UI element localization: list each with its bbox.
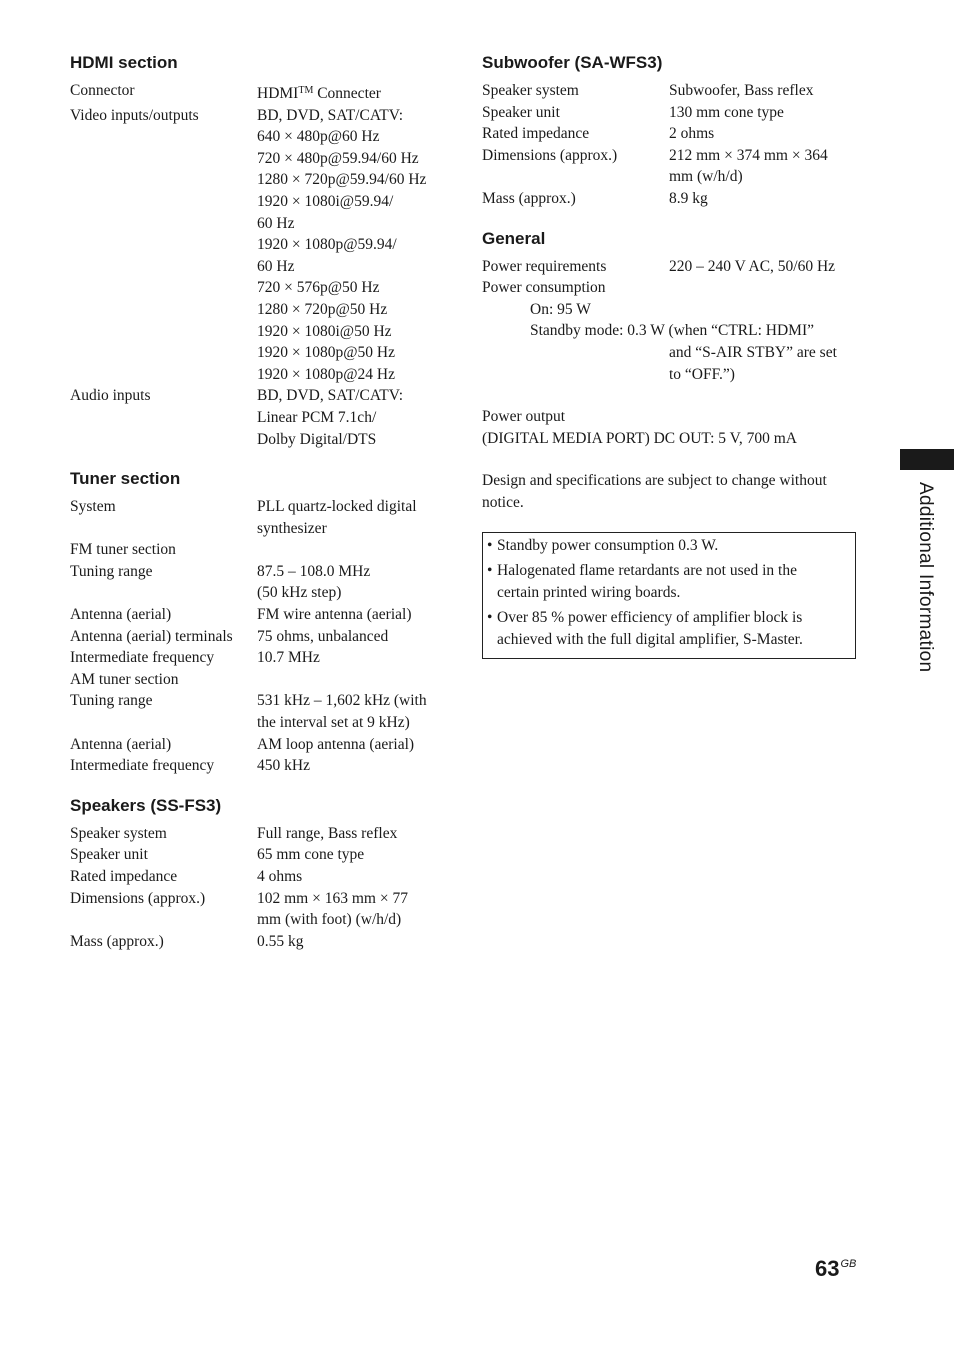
right-column (482, 52, 862, 677)
note-item (487, 560, 851, 603)
text-line: achieved with the full digital amplifier, S-Master. (497, 630, 803, 648)
spec-label: Rated impedance (70, 868, 178, 885)
text-line: Dolby Digital/DTS (257, 430, 377, 448)
spec-row (70, 690, 455, 733)
spec-row (482, 80, 862, 102)
fm-subheading: FM tuner section (70, 541, 176, 559)
spec-value: 8.9 kg (669, 189, 708, 207)
note-text (497, 560, 851, 603)
general-section (482, 228, 862, 660)
power-standby-continuation (482, 342, 862, 385)
spec-label: Intermediate frequency (70, 757, 215, 775)
spec-value: FM wire antenna (aerial) (257, 606, 412, 624)
side-section-label: Additional Information (915, 482, 936, 673)
text-line: certain printed wiring boards. (497, 583, 681, 601)
spec-value: HDMI™ Connecter (257, 85, 381, 102)
text-line: mm (with foot) (w/h/d) (257, 911, 402, 929)
spec-label: Speaker unit (70, 846, 148, 864)
spec-value: Full range, Bass reflex (257, 824, 398, 842)
power-on-line: On: 95 W (530, 300, 591, 318)
spec-label: Audio inputs (70, 387, 151, 405)
spec-value: 450 kHz (257, 757, 310, 775)
spec-row (70, 80, 455, 105)
general-section-title: General (482, 228, 546, 248)
spec-label: Antenna (aerial) (70, 606, 172, 624)
speakers-section (70, 795, 455, 953)
text-line: synthesizer (257, 519, 327, 537)
spec-label: Antenna (aerial) terminals (70, 627, 233, 645)
spec-row (70, 561, 455, 604)
text-line: mm (w/h/d) (669, 168, 743, 186)
spec-row (482, 123, 862, 145)
spec-row (70, 866, 455, 888)
spec-row (70, 888, 455, 931)
spec-row (70, 844, 455, 866)
text-line: 1280 × 720p@59.94/60 Hz (257, 171, 427, 189)
spec-label: Tuning range (70, 562, 153, 580)
text-line: 102 mm × 163 mm × 77 (257, 889, 408, 907)
subwoofer-section (482, 52, 862, 210)
text-line: 87.5 – 108.0 MHz (257, 562, 371, 580)
spec-label: Dimensions (approx.) (70, 889, 206, 907)
speakers-section-title: Speakers (SS-FS3) (70, 795, 222, 815)
text-line: Halogenated flame retardants are not used in the (497, 562, 797, 580)
text-line: 1920 × 1080p@24 Hz (257, 365, 395, 383)
page-number: $63^{GB}$ (815, 1256, 857, 1281)
spec-label: Antenna (aerial) (70, 735, 172, 753)
text-line: (50 kHz step) (257, 584, 342, 602)
text-line: notice. (482, 493, 524, 511)
text-line: BD, DVD, SAT/CATV: (257, 387, 404, 405)
note-item (487, 535, 851, 557)
text-line: 1920 × 1080p@59.94/ (257, 236, 397, 254)
spec-value: Subwoofer, Bass reflex (669, 82, 814, 99)
spec-row (70, 755, 455, 777)
text-line: to “OFF.”) (669, 365, 735, 383)
spec-value: 0.55 kg (257, 932, 304, 950)
spec-row (482, 102, 862, 124)
note-text (497, 535, 851, 557)
spec-row (70, 604, 455, 626)
bullet-icon: • (487, 562, 493, 580)
text-line: 1280 × 720p@50 Hz (257, 300, 388, 318)
spec-value: 10.7 MHz (257, 649, 320, 667)
eco-notes-box (482, 532, 856, 660)
hdmi-section (70, 52, 455, 450)
text-line: Over 85 % power efficiency of amplifier block is (497, 609, 803, 627)
spec-label: Video inputs/outputs (70, 106, 199, 124)
spec-value (257, 690, 455, 733)
text-line: 60 Hz (257, 257, 295, 275)
spec-label: Speaker unit (482, 103, 560, 121)
bullet-icon: • (487, 609, 493, 627)
spec-label: Mass (approx.) (482, 189, 576, 207)
note-text (497, 607, 851, 650)
tuner-section (70, 468, 455, 777)
text-line: BD, DVD, SAT/CATV: (257, 106, 404, 124)
spec-row (70, 496, 455, 539)
am-subheading: AM tuner section (70, 670, 179, 688)
spec-label: System (70, 498, 116, 516)
text-line: and “S-AIR STBY” are set (669, 343, 837, 361)
text-line: PLL quartz-locked digital (257, 498, 417, 516)
text-line: Design and specifications are subject to change without (482, 472, 827, 490)
note-item (487, 607, 851, 650)
power-output-label: Power output (482, 408, 566, 426)
subwoofer-section-title: Subwoofer (SA-WFS3) (482, 53, 663, 72)
spec-value: 130 mm cone type (669, 103, 784, 121)
text-line: Linear PCM 7.1ch/ (257, 408, 377, 426)
spec-label: Intermediate frequency (70, 649, 215, 667)
spec-row (482, 188, 862, 210)
spec-value (257, 888, 455, 931)
spec-label: Power requirements (482, 257, 607, 275)
spec-label: Connector (70, 82, 135, 99)
hdmi-section-title: HDMI section (70, 53, 178, 72)
spec-value: 220 – 240 V AC, 50/60 Hz (669, 257, 836, 275)
text-line: Standby power consumption 0.3 W. (497, 536, 719, 554)
spec-row (70, 626, 455, 648)
text-line: 640 × 480p@60 Hz (257, 128, 380, 146)
text-line: 720 × 576p@50 Hz (257, 279, 380, 297)
left-column (70, 52, 455, 970)
spec-row (70, 105, 455, 386)
text-line: the interval set at 9 kHz) (257, 714, 410, 732)
text-line: 1920 × 1080i@59.94/ (257, 192, 394, 210)
text-line: 212 mm × 374 mm × 364 (669, 146, 828, 164)
text-line: 1920 × 1080i@50 Hz (257, 322, 392, 340)
spec-row (70, 734, 455, 756)
spec-value: 4 ohms (257, 868, 303, 885)
spec-row (70, 385, 455, 450)
spec-label: Speaker system (70, 824, 167, 842)
spec-value (257, 385, 455, 450)
tuner-section-title: Tuner section (70, 469, 181, 489)
text-line: 720 × 480p@59.94/60 Hz (257, 149, 419, 167)
text-line: 60 Hz (257, 214, 295, 232)
power-output-line: (DIGITAL MEDIA PORT) DC OUT: 5 V, 700 mA (482, 429, 797, 447)
spec-label: Dimensions (approx.) (482, 146, 618, 164)
text-line: 1920 × 1080p@50 Hz (257, 344, 395, 362)
spec-row (70, 647, 455, 669)
spec-value (257, 105, 455, 386)
disclaimer-text (482, 470, 862, 513)
spec-label: Speaker system (482, 82, 579, 99)
spec-value (669, 145, 862, 188)
bullet-icon: • (487, 536, 493, 554)
spec-label: Mass (approx.) (70, 932, 164, 950)
power-consumption-label: Power consumption (482, 279, 606, 297)
spec-value (257, 496, 455, 539)
spec-label: Rated impedance (482, 125, 590, 143)
side-tab-marker (900, 449, 954, 470)
power-standby-line: Standby mode: 0.3 W (when “CTRL: HDMI” (530, 322, 814, 340)
spec-row (70, 823, 455, 845)
spec-row (70, 931, 455, 953)
spec-value: 2 ohms (669, 125, 715, 143)
spec-label: Tuning range (70, 692, 153, 710)
spec-row (482, 145, 862, 188)
spec-value: 65 mm cone type (257, 846, 365, 864)
spec-value (257, 561, 455, 604)
spec-value: 75 ohms, unbalanced (257, 627, 389, 645)
spec-value: AM loop antenna (aerial) (257, 735, 415, 753)
spec-row (482, 256, 862, 278)
text-line: 531 kHz – 1,602 kHz (with (257, 692, 427, 710)
